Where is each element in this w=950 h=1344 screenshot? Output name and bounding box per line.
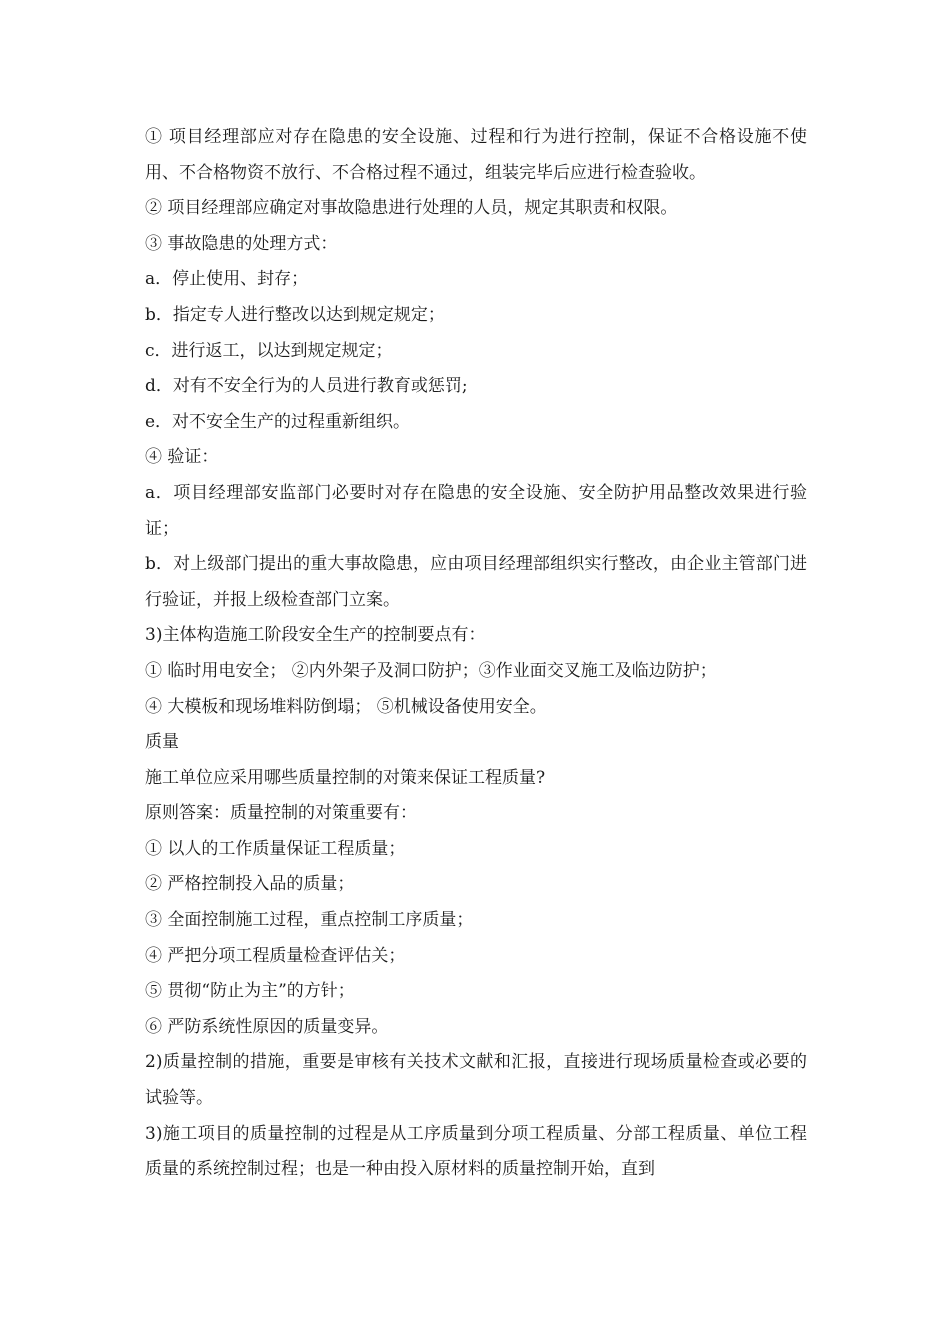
- paragraph-22: ⑤ 贯彻“防止为主”的方针；: [145, 981, 355, 1002]
- paragraph-19: ② 严格控制投入品的质量；: [145, 874, 355, 895]
- paragraph-13: ① 临时用电安全； ②内外架子及洞口防护；③作业面交叉施工及临边防护；: [145, 660, 717, 681]
- paragraph-20: ③ 全面控制施工过程，重点控制工序质量；: [145, 910, 474, 931]
- paragraph-21: ④ 严把分项工程质量检查评估关；: [145, 945, 406, 966]
- paragraph-18: ① 以人的工作质量保证工程质量；: [145, 838, 406, 859]
- paragraph-5: b．指定专人进行整改以达到规定规定；: [145, 304, 445, 325]
- paragraph-12: 3)主体构造施工阶段安全生产的控制要点有：: [145, 625, 486, 646]
- paragraph-23: ⑥ 严防系统性原因的质量变异。: [145, 1016, 389, 1037]
- paragraph-25: 3)施工项目的质量控制的过程是从工序质量到分项工程质量、分部工程质量、单位工程质量的系统控制过程；也是一种由投入原材料的质量控制开始，直到: [145, 1123, 807, 1180]
- paragraph-9: ④ 验证：: [145, 447, 219, 468]
- paragraph-16: 施工单位应采用哪些质量控制的对策来保证工程质量?: [145, 767, 546, 788]
- paragraph-8: e．对不安全生产的过程重新组织。: [145, 411, 411, 432]
- document-body: [145, 120, 807, 1188]
- paragraph-11: b．对上级部门提出的重大事故隐患，应由项目经理部组织实行整改，由企业主管部门进行验证，并报上级检查部门立案。: [145, 554, 807, 610]
- paragraph-17: 原则答案：质量控制的对策重要有：: [145, 803, 417, 824]
- paragraph-24: 2)质量控制的措施，重要是审核有关技术文献和汇报，直接进行现场质量检查或必要的试验等。: [145, 1052, 807, 1109]
- section-heading-quality: 质量: [145, 732, 179, 753]
- paragraph-4: a．停止使用、封存；: [145, 269, 309, 290]
- paragraph-14: ④ 大模板和现场堆料防倒塌； ⑤机械设备使用安全。: [145, 696, 547, 717]
- paragraph-7: d．对有不安全行为的人员进行教育或惩罚;: [145, 376, 468, 397]
- paragraph-3: ③ 事故隐患的处理方式：: [145, 233, 338, 254]
- paragraph-10: a．项目经理部安监部门必要时对存在隐患的安全设施、安全防护用品整改效果进行验证；: [145, 482, 807, 539]
- paragraph-2: ② 项目经理部应确定对事故隐患进行处理的人员，规定其职责和权限。: [145, 198, 678, 219]
- paragraph-6: c．进行返工，以达到规定规定；: [145, 340, 393, 361]
- paragraph-1: ① 项目经理部应对存在隐患的安全设施、过程和行为进行控制，保证不合格设施不使用、不合格物资不放行、不合格过程不通过，组装完毕后应进行检查验收。: [145, 127, 807, 183]
